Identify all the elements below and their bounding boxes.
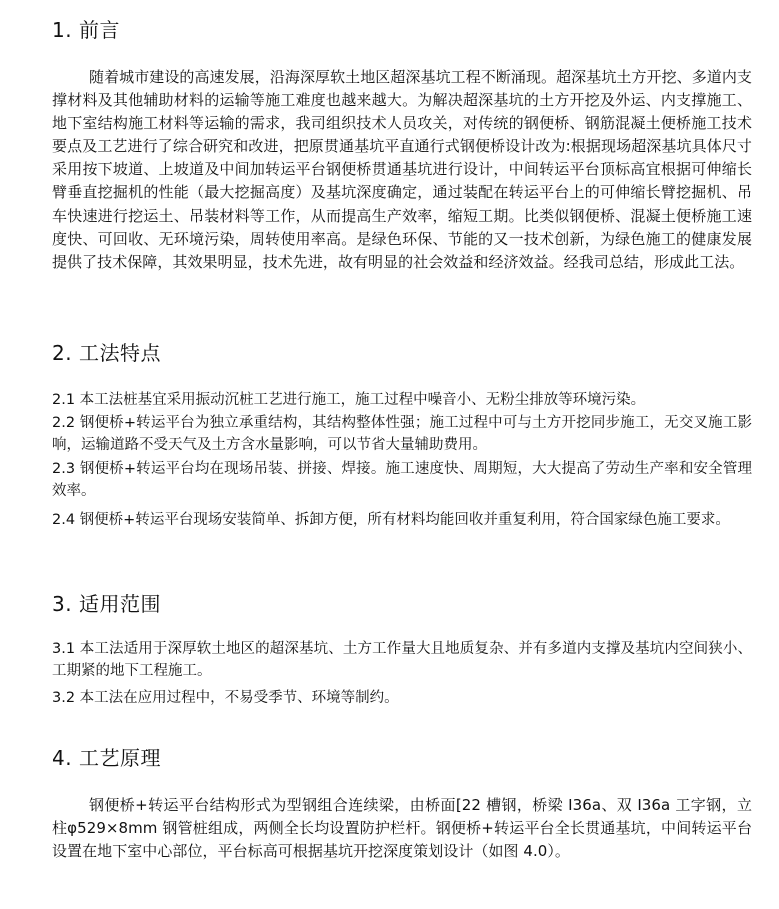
section-3-item-3-2: 3.2 本工法在应用过程中，不易受季节、环境等制约。 bbox=[52, 690, 399, 706]
section-3-heading: 3. 适用范围 bbox=[52, 592, 161, 616]
section-2-item-2-2: 2.2 钢便桥+转运平台为独立承重结构，其结构整体性强；施工过程中可与土方开挖同步施工，无交叉施工影响，运输道路不受天气及土方含水量影响，可以节省大量辅助费用。 bbox=[52, 415, 752, 454]
section-2-item-2-3: 2.3 钢便桥+转运平台均在现场吊装、拼接、焊接。施工速度快、周期短，大大提高了劳动生产率和安全管理效率。 bbox=[52, 461, 752, 500]
section-2-item-2-4: 2.4 钢便桥+转运平台现场安装简单、拆卸方便，所有材料均能回收并重复利用，符合国家绿色施工要求。 bbox=[52, 512, 730, 528]
section-4-paragraph: 钢便桥+转运平台结构形式为型钢组合连续梁，由桥面[22 槽钢，桥梁 I36a、双 I36a 工字钢，立柱φ529×8mm 钢管桩组成，两侧全长均设置防护栏杆。钢便桥+转运平台全长贯通基坑，中间转运平台设置在地下室中心部位，平台标高可根据基坑开挖深度策划设计（如图 4.0）。 bbox=[52, 796, 752, 861]
section-1-paragraph: 随着城市建设的高速发展，沿海深厚软土地区超深基坑工程不断涌现。超深基坑土方开挖、多道内支撑材料及其他辅助材料的运输等施工难度也越来越大。为解决超深基坑的土方开挖及外运、内支撑施工、地下室结构施工材料等运输的需求，我司组织技术人员攻关，对传统的钢便桥、钢筋混凝土便桥施工技术要点及工艺进行了综合研究和改进，把原贯通基坑平直通行式钢便桥设计改为:根据现场超深基坑具体尺寸采用按下坡道、上坡道及中间加转运平台钢便桥贯通基坑进行设计，中间转运平台顶标高宜根据可伸缩长臂垂直挖掘机的性能（最大挖掘高度）及基坑深度确定，通过装配在转运平台上的可伸缩长臂挖掘机、吊车快速进行挖运土、吊装材料等工作，从而提高生产效率，缩短工期。比类似钢便桥、混凝土便桥施工速度快、可回收、无环境污染，周转使用率高。是绿色环保、节能的又一技术创新，为绿色施工的健康发展提供了技术保障，其效果明显，技术先进，故有明显的社会效益和经济效益。经我司总结，形成此工法。 bbox=[52, 68, 752, 271]
section-4-heading: 4. 工艺原理 bbox=[52, 746, 161, 770]
section-2-item-2-1: 2.1 本工法桩基宜采用振动沉桩工艺进行施工，施工过程中噪音小、无粉尘排放等环境污染。 bbox=[52, 392, 646, 408]
section-2-heading: 2. 工法特点 bbox=[52, 341, 161, 365]
section-3-item-3-1: 3.1 本工法适用于深厚软土地区的超深基坑、土方工作量大且地质复杂、并有多道内支撑及基坑内空间狭小、工期紧的地下工程施工。 bbox=[52, 641, 752, 680]
section-1-heading: 1. 前言 bbox=[52, 18, 120, 42]
